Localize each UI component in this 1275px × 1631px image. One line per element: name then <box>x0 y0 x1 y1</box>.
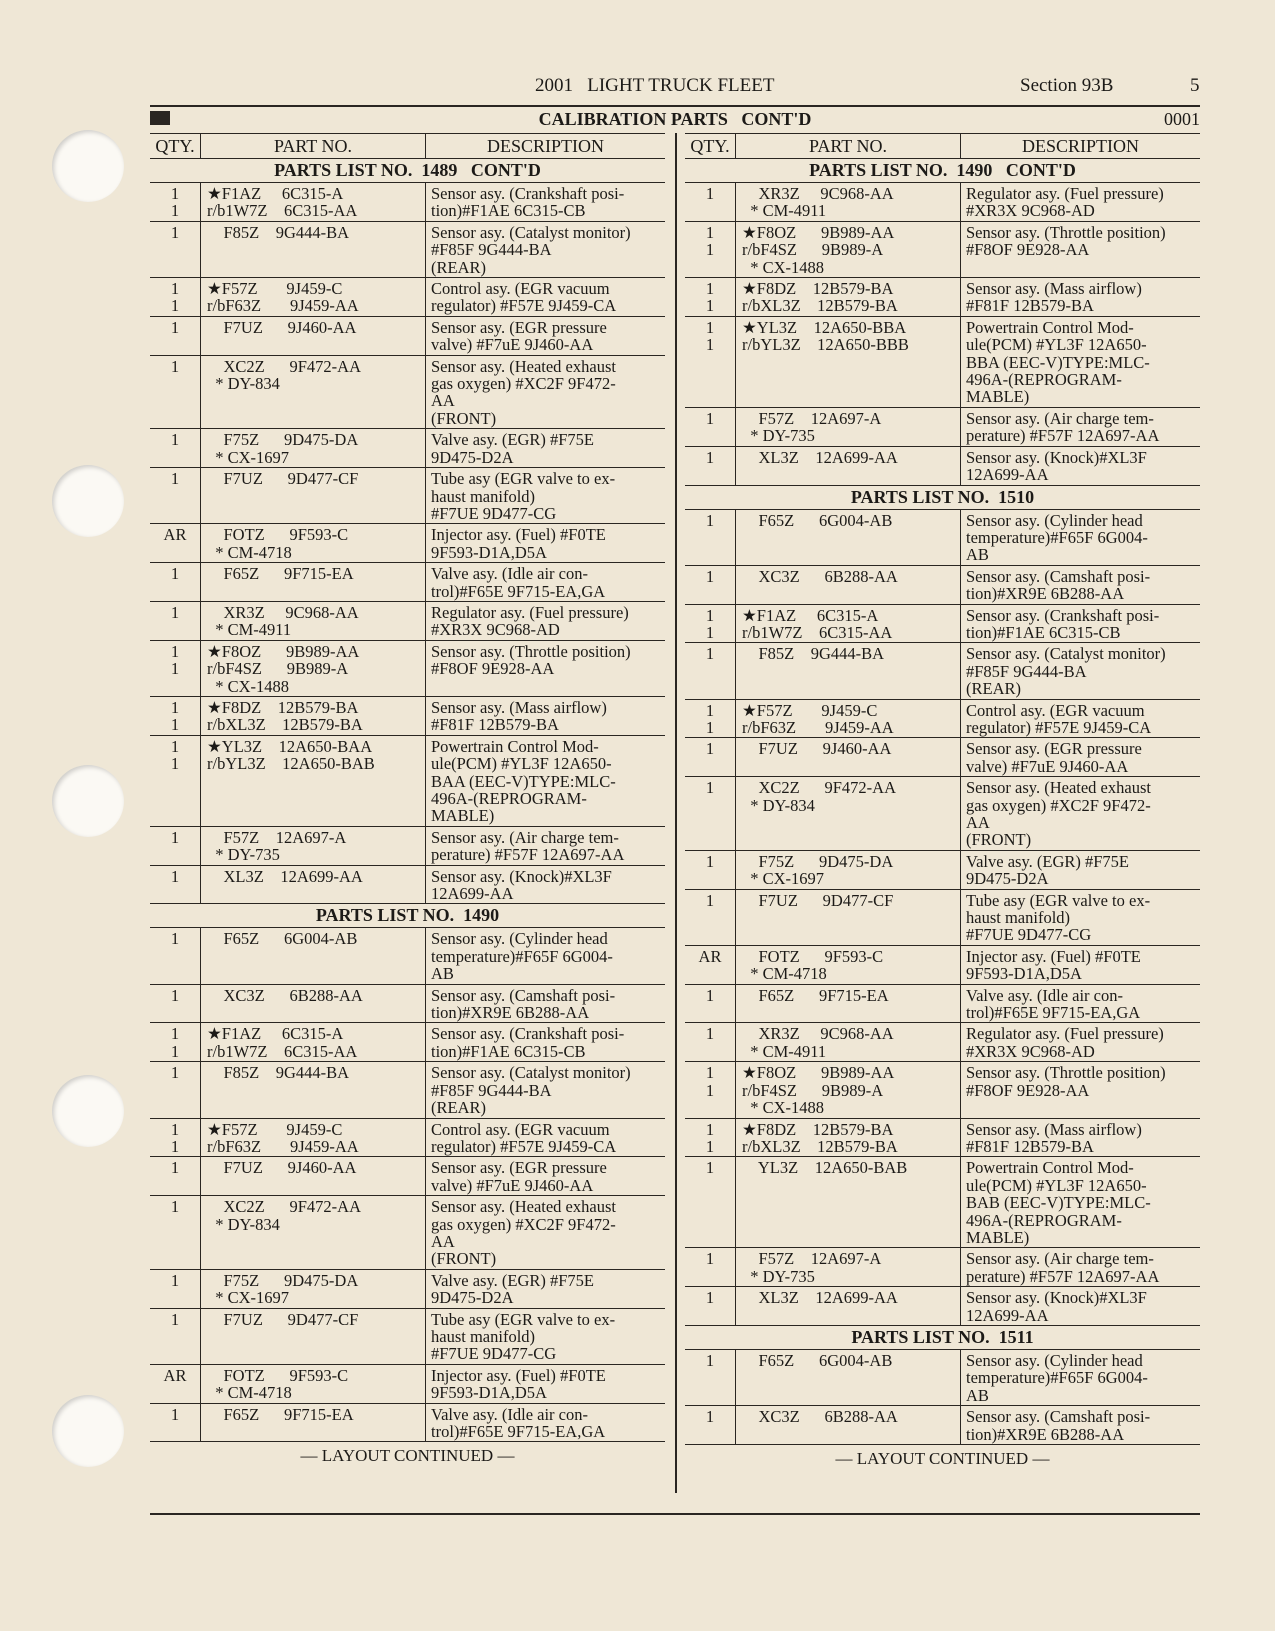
description-cell: Sensor asy. (Mass airflow) #F81F 12B579-BA <box>960 278 1200 316</box>
part-no-cell: ★F8OZ 9B989-AA r/bF4SZ 9B989-A * CX-1488 <box>200 641 425 696</box>
bottom-rule <box>150 1513 1200 1515</box>
table-row <box>150 866 665 905</box>
description-cell: Valve asy. (Idle air con- trol)#F65E 9F715-EA,GA <box>960 985 1200 1023</box>
table-row <box>150 736 665 827</box>
table-row <box>150 1270 665 1309</box>
table-row <box>685 1119 1200 1158</box>
binder-hole <box>52 765 124 837</box>
description-cell: Injector asy. (Fuel) #F0TE 9F593-D1A,D5A <box>960 946 1200 984</box>
part-no-cell: XR3Z 9C968-AA * CM-4911 <box>735 183 960 221</box>
description-cell: Control asy. (EGR vacuum regulator) #F57E 9J459-CA <box>425 278 665 316</box>
part-no-cell: ★F57Z 9J459-C r/bF63Z 9J459-AA <box>735 700 960 738</box>
table-row <box>685 738 1200 777</box>
table-row <box>150 468 665 524</box>
description-cell: Sensor asy. (Knock)#XL3F 12A699-AA <box>960 447 1200 485</box>
qty-cell: 1 <box>170 866 180 886</box>
parts-list-heading: PARTS LIST NO. 1490 CONT'D <box>685 159 1200 183</box>
description-cell: Injector asy. (Fuel) #F0TE 9F593-D1A,D5A <box>425 1365 665 1403</box>
layout-continued: — LAYOUT CONTINUED — <box>835 1449 1050 1468</box>
part-no-cell: F7UZ 9J460-AA <box>735 738 960 776</box>
part-no-cell: F65Z 9F715-EA <box>735 985 960 1023</box>
description-cell: Sensor asy. (Throttle position) #F8OF 9E928-AA <box>960 1062 1200 1117</box>
part-no-cell: F65Z 9F715-EA <box>200 1404 425 1442</box>
description-cell: Valve asy. (EGR) #F75E 9D475-D2A <box>960 851 1200 889</box>
table-row <box>685 317 1200 408</box>
part-no-cell: XL3Z 12A699-AA <box>735 447 960 485</box>
description-cell: Sensor asy. (Crankshaft posi- tion)#F1AE 6C315-CB <box>960 605 1200 643</box>
table-row <box>685 566 1200 605</box>
column-divider <box>675 133 677 1493</box>
parts-list-heading: PARTS LIST NO. 1490 <box>150 904 665 928</box>
description-cell: Sensor asy. (Throttle position) #F8OF 9E928-AA <box>960 222 1200 277</box>
table-row <box>150 1157 665 1196</box>
qty-cell: 1 <box>705 1288 715 1308</box>
qty-cell: 1 1 <box>170 279 180 316</box>
part-no-cell: F65Z 6G004-AB <box>735 1350 960 1405</box>
table-row <box>150 524 665 563</box>
qty-cell: 1 1 <box>170 1024 180 1061</box>
part-no-cell: XC2Z 9F472-AA * DY-834 <box>200 356 425 429</box>
table-row <box>150 429 665 468</box>
band-code: 0001 <box>1164 109 1200 129</box>
parts-list-heading: PARTS LIST NO. 1511 <box>685 1326 1200 1350</box>
description-cell: Valve asy. (EGR) #F75E 9D475-D2A <box>425 1270 665 1308</box>
qty-cell: 1 1 <box>170 736 180 774</box>
page-number: 5 <box>1190 75 1200 96</box>
table-row <box>150 602 665 641</box>
parts-groups <box>685 159 1200 1445</box>
description-cell: Sensor asy. (Air charge tem- perature) #F57F 12A697-AA <box>425 827 665 865</box>
table-row <box>150 928 665 984</box>
qty-cell: 1 <box>170 985 180 1005</box>
qty-cell: 1 <box>170 469 180 489</box>
table-row <box>150 563 665 602</box>
table-row <box>685 222 1200 278</box>
qty-cell: 1 1 <box>170 184 180 221</box>
table-row <box>150 1365 665 1404</box>
table-row <box>685 700 1200 739</box>
part-no-header: PART NO. <box>200 134 425 158</box>
part-no-header: PART NO. <box>735 134 960 158</box>
part-no-cell: F85Z 9G444-BA <box>735 643 960 698</box>
page-header <box>0 75 1275 103</box>
table-row <box>685 605 1200 644</box>
qty-cell: 1 1 <box>705 279 715 316</box>
part-no-cell: F57Z 12A697-A * DY-735 <box>735 1248 960 1286</box>
top-rule <box>150 105 1200 107</box>
binder-hole <box>52 1395 124 1467</box>
description-cell: Sensor asy. (EGR pressure valve) #F7uE 9J460-AA <box>425 1157 665 1195</box>
part-no-cell: XC2Z 9F472-AA * DY-834 <box>200 1196 425 1269</box>
qty-cell: 1 1 <box>170 1119 180 1156</box>
part-no-cell: F75Z 9D475-DA * CX-1697 <box>200 429 425 467</box>
table-row <box>685 447 1200 486</box>
table-row <box>685 1287 1200 1326</box>
table-row <box>685 1157 1200 1248</box>
qty-cell: 1 1 <box>705 222 715 260</box>
qty-cell: 1 <box>705 778 715 798</box>
part-no-cell: XL3Z 12A699-AA <box>735 1287 960 1325</box>
part-no-cell: FOTZ 9F593-C * CM-4718 <box>735 946 960 984</box>
part-no-cell: F65Z 9F715-EA <box>200 563 425 601</box>
part-no-cell: XC3Z 6B288-AA <box>735 566 960 604</box>
parts-groups <box>150 159 665 1442</box>
description-cell: Sensor asy. (Heated exhaust gas oxygen) #XC2F 9F472- AA (FRONT) <box>425 356 665 429</box>
part-no-cell: ★F8DZ 12B579-BA r/bXL3Z 12B579-BA <box>200 697 425 735</box>
qty-cell: 1 <box>170 317 180 337</box>
qty-cell: AR <box>163 525 187 545</box>
description-cell: Powertrain Control Mod- ule(PCM) #YL3F 12A650- BBA (EEC-V)TYPE:MLC- 496A-(REPROGRAM- MABLE) <box>960 317 1200 407</box>
table-row <box>685 510 1200 566</box>
qty-cell: 1 <box>705 1407 715 1427</box>
description-cell: Tube asy (EGR valve to ex- haust manifold) #F7UE 9D477-CG <box>425 1309 665 1364</box>
description-cell: Sensor asy. (Catalyst monitor) #F85F 9G444-BA (REAR) <box>425 1062 665 1117</box>
description-header: DESCRIPTION <box>960 134 1200 158</box>
qty-cell: 1 <box>705 1249 715 1269</box>
qty-cell: 1 <box>705 644 715 664</box>
part-no-cell: ★F1AZ 6C315-A r/b1W7Z 6C315-AA <box>200 183 425 221</box>
part-no-cell: F75Z 9D475-DA * CX-1697 <box>200 1270 425 1308</box>
description-cell: Regulator asy. (Fuel pressure) #XR3X 9C968-AD <box>960 183 1200 221</box>
table-row <box>150 1309 665 1365</box>
part-no-cell: F85Z 9G444-BA <box>200 222 425 277</box>
description-cell: Sensor asy. (Camshaft posi- tion)#XR9E 6B288-AA <box>960 1406 1200 1444</box>
table-row <box>685 777 1200 851</box>
qty-cell: 1 <box>705 184 715 203</box>
table-row <box>150 1023 665 1062</box>
part-no-cell: XC3Z 6B288-AA <box>200 985 425 1023</box>
table-row <box>685 278 1200 317</box>
qty-cell: 1 <box>170 827 180 847</box>
description-cell: Sensor asy. (Throttle position) #F8OF 9E928-AA <box>425 641 665 696</box>
qty-cell: 1 <box>705 510 715 530</box>
table-row <box>150 985 665 1024</box>
qty-cell: 1 <box>170 1063 180 1083</box>
table-row <box>150 1119 665 1158</box>
qty-cell: 1 <box>705 408 715 428</box>
part-no-cell: F65Z 6G004-AB <box>735 510 960 565</box>
description-cell: Injector asy. (Fuel) #F0TE 9F593-D1A,D5A <box>425 524 665 562</box>
table-row <box>150 1404 665 1443</box>
qty-cell: 1 <box>705 1158 715 1178</box>
description-cell: Valve asy. (Idle air con- trol)#F65E 9F715-EA,GA <box>425 563 665 601</box>
table-row <box>685 1350 1200 1406</box>
qty-cell: AR <box>163 1365 187 1385</box>
description-cell: Sensor asy. (Heated exhaust gas oxygen) #XC2F 9F472- AA (FRONT) <box>960 777 1200 850</box>
part-no-cell: F7UZ 9D477-CF <box>200 1309 425 1364</box>
column-header <box>150 133 665 159</box>
part-no-cell: ★F57Z 9J459-C r/bF63Z 9J459-AA <box>200 1119 425 1157</box>
parts-list-heading: PARTS LIST NO. 1510 <box>685 486 1200 510</box>
table-row <box>150 356 665 430</box>
description-cell: Powertrain Control Mod- ule(PCM) #YL3F 12A650- BAA (EEC-V)TYPE:MLC- 496A-(REPROGRAM- MABLE) <box>425 736 665 826</box>
layout-continued: — LAYOUT CONTINUED — <box>300 1446 515 1466</box>
qty-header: QTY. <box>155 136 195 156</box>
description-cell: Sensor asy. (Cylinder head temperature)#F65F 6G004- AB <box>960 510 1200 565</box>
page-title: 2001 LIGHT TRUCK FLEET <box>535 75 775 96</box>
qty-cell: 1 1 <box>705 1063 715 1100</box>
table-row <box>685 890 1200 946</box>
left-column <box>150 133 665 1493</box>
part-no-cell: F7UZ 9D477-CF <box>735 890 960 945</box>
qty-cell: 1 <box>170 356 180 376</box>
qty-cell: 1 <box>705 1024 715 1044</box>
description-cell: Regulator asy. (Fuel pressure) #XR3X 9C968-AD <box>960 1023 1200 1061</box>
qty-header: QTY. <box>690 136 730 156</box>
description-cell: Sensor asy. (Catalyst monitor) #F85F 9G444-BA (REAR) <box>425 222 665 277</box>
table-row <box>685 946 1200 985</box>
part-no-cell: XR3Z 9C968-AA * CM-4911 <box>735 1023 960 1061</box>
table-row <box>150 641 665 697</box>
qty-cell: 1 <box>705 447 715 467</box>
table-row <box>685 183 1200 222</box>
description-cell: Control asy. (EGR vacuum regulator) #F57E 9J459-CA <box>425 1119 665 1157</box>
description-cell: Valve asy. (EGR) #F75E 9D475-D2A <box>425 429 665 467</box>
description-cell: Sensor asy. (Camshaft posi- tion)#XR9E 6B288-AA <box>425 985 665 1023</box>
part-no-cell: F57Z 12A697-A * DY-735 <box>200 827 425 865</box>
column-header <box>685 133 1200 159</box>
calibration-band <box>150 109 1200 131</box>
description-cell: Sensor asy. (EGR pressure valve) #F7uE 9J460-AA <box>425 317 665 355</box>
table-row <box>150 827 665 866</box>
part-no-cell: FOTZ 9F593-C * CM-4718 <box>200 1365 425 1403</box>
part-no-cell: F65Z 6G004-AB <box>200 928 425 983</box>
part-no-cell: ★F8DZ 12B579-BA r/bXL3Z 12B579-BA <box>735 1119 960 1157</box>
table-row <box>150 1062 665 1118</box>
description-cell: Tube asy (EGR valve to ex- haust manifold) #F7UE 9D477-CG <box>425 468 665 523</box>
description-cell: Sensor asy. (Heated exhaust gas oxygen) #XC2F 9F472- AA (FRONT) <box>425 1196 665 1269</box>
table-row <box>685 985 1200 1024</box>
description-cell: Sensor asy. (Mass airflow) #F81F 12B579-BA <box>960 1119 1200 1157</box>
description-cell: Sensor asy. (Crankshaft posi- tion)#F1AE 6C315-CB <box>425 183 665 221</box>
qty-cell: 1 <box>705 890 715 910</box>
description-cell: Control asy. (EGR vacuum regulator) #F57E 9J459-CA <box>960 700 1200 738</box>
qty-cell: 1 <box>705 851 715 871</box>
description-cell: Sensor asy. (EGR pressure valve) #F7uE 9J460-AA <box>960 738 1200 776</box>
description-cell: Powertrain Control Mod- ule(PCM) #YL3F 12A650- BAB (EEC-V)TYPE:MLC- 496A-(REPROGRAM- MABLE) <box>960 1157 1200 1247</box>
table-row <box>685 643 1200 699</box>
qty-cell: 1 <box>170 1158 180 1178</box>
description-cell: Sensor asy. (Camshaft posi- tion)#XR9E 6B288-AA <box>960 566 1200 604</box>
qty-cell: 1 <box>170 1197 180 1217</box>
table-row <box>685 851 1200 890</box>
table-row <box>685 1406 1200 1445</box>
description-cell: Sensor asy. (Knock)#XL3F 12A699-AA <box>425 866 665 904</box>
part-no-cell: FOTZ 9F593-C * CM-4718 <box>200 524 425 562</box>
table-row <box>150 697 665 736</box>
section-label: Section 93B <box>1020 75 1114 96</box>
description-header: DESCRIPTION <box>425 134 665 158</box>
part-no-cell: F7UZ 9J460-AA <box>200 1157 425 1195</box>
description-cell: Sensor asy. (Air charge tem- perature) #F57F 12A697-AA <box>960 1248 1200 1286</box>
description-cell: Sensor asy. (Air charge tem- perature) #F57F 12A697-AA <box>960 408 1200 446</box>
table-row <box>685 408 1200 447</box>
description-cell: Valve asy. (Idle air con- trol)#F65E 9F715-EA,GA <box>425 1404 665 1442</box>
qty-cell: 1 <box>705 985 715 1005</box>
qty-cell: 1 <box>170 929 180 949</box>
description-cell: Sensor asy. (Cylinder head temperature)#F65F 6G004- AB <box>960 1350 1200 1405</box>
part-no-cell: ★F1AZ 6C315-A r/b1W7Z 6C315-AA <box>200 1023 425 1061</box>
parts-list-heading: PARTS LIST NO. 1489 CONT'D <box>150 159 665 183</box>
qty-cell: 1 <box>170 602 180 622</box>
qty-cell: 1 1 <box>705 605 715 642</box>
qty-cell: 1 <box>170 222 180 242</box>
description-cell: Sensor asy. (Knock)#XL3F 12A699-AA <box>960 1287 1200 1325</box>
description-cell: Sensor asy. (Mass airflow) #F81F 12B579-BA <box>425 697 665 735</box>
part-no-cell: ★F8DZ 12B579-BA r/bXL3Z 12B579-BA <box>735 278 960 316</box>
qty-cell: 1 <box>705 566 715 586</box>
qty-cell: AR <box>698 946 722 966</box>
table-row <box>150 222 665 278</box>
part-no-cell: ★F8OZ 9B989-AA r/bF4SZ 9B989-A * CX-1488 <box>735 222 960 277</box>
binder-hole <box>52 465 124 537</box>
description-cell: Sensor asy. (Cylinder head temperature)#F65F 6G004- AB <box>425 928 665 983</box>
table-row <box>685 1248 1200 1287</box>
qty-cell: 1 <box>705 739 715 759</box>
qty-cell: 1 1 <box>705 1119 715 1156</box>
part-no-cell: XR3Z 9C968-AA * CM-4911 <box>200 602 425 640</box>
qty-cell: 1 <box>170 1404 180 1424</box>
description-cell: Tube asy (EGR valve to ex- haust manifold) #F7UE 9D477-CG <box>960 890 1200 945</box>
table-row <box>150 317 665 356</box>
description-cell: Sensor asy. (Crankshaft posi- tion)#F1AE 6C315-CB <box>425 1023 665 1061</box>
table-row <box>150 183 665 222</box>
qty-cell: 1 <box>705 1350 715 1370</box>
part-no-cell: ★YL3Z 12A650-BBA r/bYL3Z 12A650-BBB <box>735 317 960 407</box>
part-no-cell: ★F57Z 9J459-C r/bF63Z 9J459-AA <box>200 278 425 316</box>
description-cell: Sensor asy. (Catalyst monitor) #F85F 9G444-BA (REAR) <box>960 643 1200 698</box>
qty-cell: 1 <box>170 564 180 584</box>
qty-cell: 1 1 <box>170 697 180 735</box>
qty-cell: 1 <box>170 1309 180 1329</box>
qty-cell: 1 1 <box>705 700 715 737</box>
part-no-cell: XL3Z 12A699-AA <box>200 866 425 904</box>
qty-cell: 1 1 <box>705 317 715 355</box>
part-no-cell: XC2Z 9F472-AA * DY-834 <box>735 777 960 850</box>
right-column <box>685 133 1200 1493</box>
description-cell: Regulator asy. (Fuel pressure) #XR3X 9C968-AD <box>425 602 665 640</box>
binder-hole <box>52 1075 124 1147</box>
binder-hole <box>52 130 124 202</box>
table-row <box>685 1062 1200 1118</box>
table-row <box>150 278 665 317</box>
part-no-cell: F7UZ 9D477-CF <box>200 468 425 523</box>
part-no-cell: ★F1AZ 6C315-A r/b1W7Z 6C315-AA <box>735 605 960 643</box>
part-no-cell: F85Z 9G444-BA <box>200 1062 425 1117</box>
part-no-cell: F57Z 12A697-A * DY-735 <box>735 408 960 446</box>
qty-cell: 1 1 <box>170 641 180 679</box>
part-no-cell: XC3Z 6B288-AA <box>735 1406 960 1444</box>
table-row <box>685 1023 1200 1062</box>
band-title: CALIBRATION PARTS CONT'D <box>538 109 812 129</box>
qty-cell: 1 <box>170 430 180 450</box>
qty-cell: 1 <box>170 1270 180 1290</box>
table-row <box>150 1196 665 1270</box>
part-no-cell: ★YL3Z 12A650-BAA r/bYL3Z 12A650-BAB <box>200 736 425 826</box>
part-no-cell: ★F8OZ 9B989-AA r/bF4SZ 9B989-A * CX-1488 <box>735 1062 960 1117</box>
part-no-cell: F7UZ 9J460-AA <box>200 317 425 355</box>
part-no-cell: F75Z 9D475-DA * CX-1697 <box>735 851 960 889</box>
part-no-cell: YL3Z 12A650-BAB <box>735 1157 960 1247</box>
